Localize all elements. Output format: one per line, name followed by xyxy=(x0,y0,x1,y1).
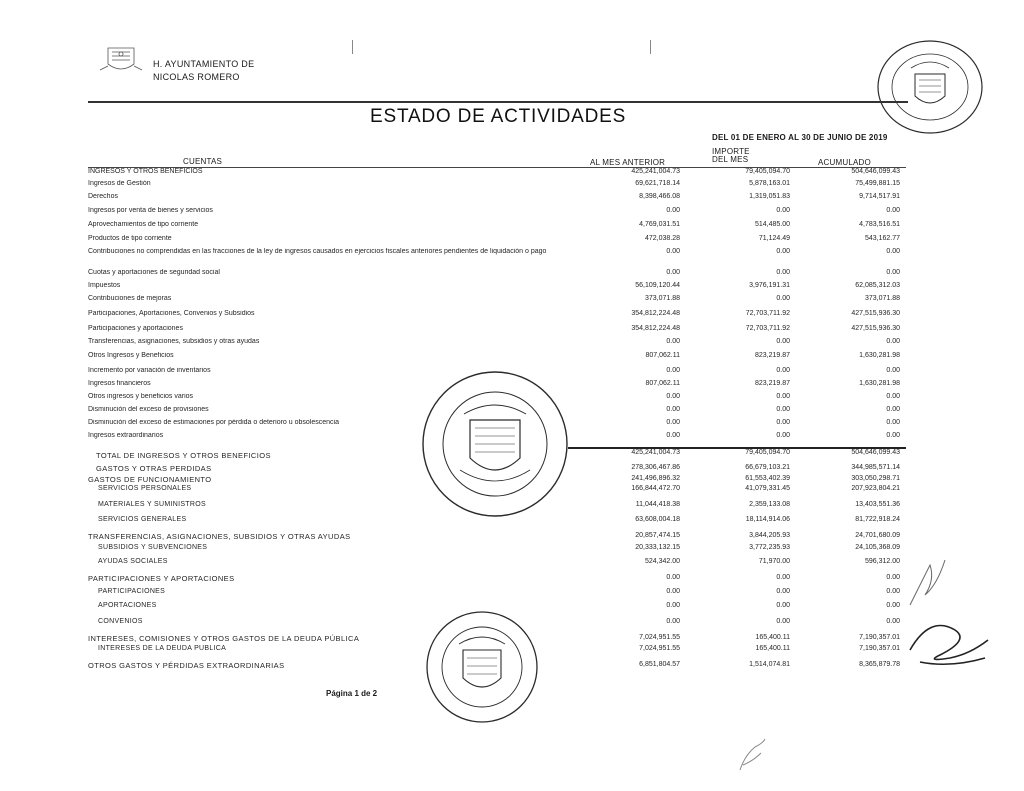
row-label: TOTAL DE INGRESOS Y OTROS BENEFICIOS xyxy=(96,451,271,460)
row-label: Otros ingresos y beneficios varios xyxy=(88,393,194,400)
cell-acum: 504,646,099.43 xyxy=(851,168,900,175)
table-row xyxy=(88,588,906,602)
row-label: Impuestos xyxy=(88,282,121,289)
row-label: Incremento por variación de inventarios xyxy=(88,367,211,374)
table-row xyxy=(88,168,906,180)
cell-acum: 24,105,368.09 xyxy=(855,544,900,551)
col-header-prev: AL MES ANTERIOR xyxy=(590,158,666,167)
cell-mes: 3,976,191.31 xyxy=(749,282,790,289)
cell-prev: 0.00 xyxy=(666,419,680,426)
cell-prev: 0.00 xyxy=(666,269,680,276)
table-row xyxy=(88,532,906,544)
row-label: Contribuciones no comprendidas en las fracciones de la ley de ingresos causados en ejercicios fiscales anteriores pendientes de liquidación o pago xyxy=(88,248,547,255)
cell-mes: 0.00 xyxy=(776,406,790,413)
row-label: INGRESOS Y OTROS BENEFICIOS xyxy=(88,168,203,175)
row-label: AYUDAS SOCIALES xyxy=(98,558,168,565)
table-row xyxy=(88,235,906,248)
row-label: Derechos xyxy=(88,193,118,200)
cell-mes: 0.00 xyxy=(776,419,790,426)
cell-mes: 41,079,331.45 xyxy=(745,485,790,492)
cell-prev: 69,621,718.14 xyxy=(635,180,680,187)
table-row xyxy=(88,558,906,574)
table-row xyxy=(88,221,906,235)
row-label: GASTOS DE FUNCIONAMIENTO xyxy=(88,475,212,484)
row-label: MATERIALES Y SUMINISTROS xyxy=(98,501,206,508)
treasury-seal-icon xyxy=(875,38,985,136)
cell-acum: 1,630,281.98 xyxy=(859,380,900,387)
municipal-seal-icon xyxy=(425,608,540,726)
cell-mes: 79,405,094.70 xyxy=(745,168,790,175)
table-row xyxy=(88,544,906,558)
cell-prev: 166,844,472.70 xyxy=(631,485,680,492)
cell-prev: 6,851,804.57 xyxy=(639,661,680,668)
row-label: Ingresos de Gestión xyxy=(88,180,151,187)
signature-icon xyxy=(900,610,995,670)
org-line-2: NICOLAS ROMERO xyxy=(153,72,240,82)
cell-acum: 0.00 xyxy=(886,602,900,609)
cell-acum: 0.00 xyxy=(886,367,900,374)
cell-mes: 0.00 xyxy=(776,432,790,439)
cell-mes: 0.00 xyxy=(776,248,790,255)
cell-mes: 72,703,711.92 xyxy=(745,310,790,317)
row-label: OTROS GASTOS Y PÉRDIDAS EXTRAORDINARIAS xyxy=(88,661,285,670)
cell-acum: 81,722,918.24 xyxy=(855,516,900,523)
page-title: ESTADO DE ACTIVIDADES xyxy=(370,106,627,127)
cell-acum: 543,162.77 xyxy=(864,235,900,242)
cell-mes: 823,219.87 xyxy=(754,380,790,387)
cell-acum: 0.00 xyxy=(886,574,900,581)
col-header-acum: ACUMULADO xyxy=(818,158,871,167)
cell-acum: 0.00 xyxy=(886,588,900,595)
cell-acum: 0.00 xyxy=(886,207,900,214)
cell-prev: 0.00 xyxy=(666,588,680,595)
row-label: Disminución del exceso de estimaciones por pérdida o deterioro u obsolescencia xyxy=(88,419,339,426)
row-label: Contribuciones de mejoras xyxy=(88,295,172,302)
table-row xyxy=(88,269,906,282)
row-label: INTERESES DE LA DEUDA PÚBLICA xyxy=(98,645,227,652)
col-header-mes-line1: IMPORTE xyxy=(712,147,750,156)
cell-mes: 514,485.00 xyxy=(754,221,790,228)
cell-prev: 0.00 xyxy=(666,432,680,439)
table-row xyxy=(88,295,906,310)
cell-mes: 0.00 xyxy=(776,618,790,625)
cell-mes: 71,970.00 xyxy=(758,558,790,565)
cell-mes: 3,772,235.93 xyxy=(749,544,790,551)
cell-acum: 7,190,357.01 xyxy=(859,645,900,652)
cell-acum: 9,714,517.91 xyxy=(859,193,900,200)
row-label: Ingresos financieros xyxy=(88,380,151,387)
cell-mes: 165,400.11 xyxy=(755,634,790,641)
cell-prev: 807,062.11 xyxy=(645,380,680,387)
cell-acum: 8,365,879.78 xyxy=(859,661,900,668)
cell-mes: 165,400.11 xyxy=(755,645,790,652)
cell-prev: 56,109,120.44 xyxy=(635,282,680,289)
cell-prev: 0.00 xyxy=(666,574,680,581)
cell-mes: 0.00 xyxy=(776,588,790,595)
report-period: DEL 01 DE ENERO AL 30 DE JUNIO DE 2019 xyxy=(712,133,888,142)
cell-prev: 425,241,004.73 xyxy=(568,448,686,464)
cell-prev: 425,241,004.73 xyxy=(631,168,680,175)
cell-prev: 0.00 xyxy=(666,248,680,255)
table-row xyxy=(88,325,906,338)
cell-prev: 20,857,474.15 xyxy=(635,532,680,539)
col-header-mes xyxy=(712,148,750,164)
cell-acum: 7,190,357.01 xyxy=(859,634,900,641)
cell-acum: 0.00 xyxy=(886,618,900,625)
cell-acum: 427,515,936.30 xyxy=(851,325,900,332)
cell-prev: 11,044,418.38 xyxy=(635,501,680,508)
cell-mes: 0.00 xyxy=(776,393,790,400)
row-label: Participaciones y aportaciones xyxy=(88,325,183,332)
row-label: GASTOS Y OTRAS PERDIDAS xyxy=(96,464,212,473)
cell-prev: 63,608,004.18 xyxy=(635,516,680,523)
row-label: PARTICIPACIONES Y APORTACIONES xyxy=(88,574,235,583)
cell-mes: 2,359,133.08 xyxy=(749,501,790,508)
cell-acum: 0.00 xyxy=(886,269,900,276)
row-label: Ingresos por venta de bienes y servicios xyxy=(88,207,213,214)
cell-acum: 427,515,936.30 xyxy=(851,310,900,317)
cell-acum: 207,923,804.21 xyxy=(851,485,900,492)
cell-acum: 13,403,551.36 xyxy=(855,501,900,508)
scan-mark xyxy=(352,40,353,54)
table-row xyxy=(88,310,906,325)
cell-acum: 24,701,680.09 xyxy=(855,532,900,539)
table-row xyxy=(88,248,906,269)
cell-mes: 0.00 xyxy=(776,367,790,374)
presidency-seal-icon xyxy=(420,370,570,518)
cell-mes: 79,405,094.70 xyxy=(686,448,796,464)
cell-prev: 472,038.28 xyxy=(644,235,680,242)
row-label: APORTACIONES xyxy=(98,602,157,609)
row-label: SERVICIOS GENERALES xyxy=(98,516,187,523)
org-line-1: H. AYUNTAMIENTO DE xyxy=(153,59,255,69)
row-label: SUBSIDIOS Y SUBVENCIONES xyxy=(98,544,208,551)
cell-mes: 823,219.87 xyxy=(754,352,790,359)
cell-prev: 373,071.88 xyxy=(644,295,680,302)
cell-mes: 5,878,163.01 xyxy=(749,180,790,187)
table-row xyxy=(88,516,906,532)
row-label: INTERESES, COMISIONES Y OTROS GASTOS DE LA DEUDA PÚBLICA xyxy=(88,634,360,643)
cell-acum: 303,050,298.71 xyxy=(851,475,900,482)
row-label: PARTICIPACIONES xyxy=(98,588,166,595)
cell-acum: 0.00 xyxy=(886,338,900,345)
table-row xyxy=(88,338,906,352)
page-number: Página 1 de 2 xyxy=(326,689,378,698)
cell-acum: 504,646,099.43 xyxy=(796,448,906,464)
cell-acum: 596,312.00 xyxy=(864,558,900,565)
cell-acum: 373,071.88 xyxy=(864,295,900,302)
row-label: Aprovechamientos de tipo corriente xyxy=(88,221,199,228)
cell-prev: 0.00 xyxy=(666,406,680,413)
header-rule xyxy=(88,101,908,103)
cell-prev: 278,306,467.86 xyxy=(631,464,680,471)
cell-mes: 1,514,074.81 xyxy=(749,661,790,668)
cell-acum: 4,783,516.51 xyxy=(859,221,900,228)
row-label: Disminución del exceso de provisiones xyxy=(88,406,209,413)
row-label: Participaciones, Aportaciones, Convenios y Subsidios xyxy=(88,310,255,317)
cell-prev: 0.00 xyxy=(666,393,680,400)
row-label: Otros Ingresos y Beneficios xyxy=(88,352,174,359)
table-row xyxy=(88,193,906,207)
cell-mes: 1,319,051.83 xyxy=(749,193,790,200)
cell-mes: 0.00 xyxy=(776,574,790,581)
cell-prev: 8,398,466.08 xyxy=(639,193,680,200)
cell-prev: 354,812,224.48 xyxy=(631,325,680,332)
cell-mes: 3,844,205.93 xyxy=(749,532,790,539)
cell-acum: 0.00 xyxy=(886,406,900,413)
col-header-mes-line2: DEL MES xyxy=(712,155,749,164)
scan-mark xyxy=(650,40,651,54)
table-row xyxy=(88,352,906,367)
initials-icon xyxy=(905,555,950,610)
cell-prev: 20,333,132.15 xyxy=(635,544,680,551)
cell-prev: 0.00 xyxy=(666,618,680,625)
cell-mes: 72,703,711.92 xyxy=(745,325,790,332)
cell-acum: 1,630,281.98 xyxy=(859,352,900,359)
cell-prev: 0.00 xyxy=(666,602,680,609)
row-label: Transferencias, asignaciones, subsidios y otras ayudas xyxy=(88,338,260,345)
cell-acum: 75,499,881.15 xyxy=(855,180,900,187)
cell-mes: 66,679,103.21 xyxy=(745,464,790,471)
table-row xyxy=(88,207,906,221)
cell-prev: 241,496,896.32 xyxy=(631,475,680,482)
cell-mes: 0.00 xyxy=(776,338,790,345)
cell-prev: 524,342.00 xyxy=(644,558,680,565)
cell-prev: 4,769,031.51 xyxy=(639,221,680,228)
cell-acum: 0.00 xyxy=(886,432,900,439)
cell-prev: 354,812,224.48 xyxy=(631,310,680,317)
row-label: Ingresos extraordinarios xyxy=(88,432,164,439)
cell-mes: 71,124.49 xyxy=(758,235,790,242)
cell-acum: 62,085,312.03 xyxy=(855,282,900,289)
row-label: Cuotas y aportaciones de seguridad social xyxy=(88,269,220,276)
col-header-cuentas: CUENTAS xyxy=(183,157,223,166)
cell-prev: 0.00 xyxy=(666,207,680,214)
cell-mes: 0.00 xyxy=(776,207,790,214)
cell-acum: 0.00 xyxy=(886,419,900,426)
cell-prev: 0.00 xyxy=(666,367,680,374)
cell-mes: 0.00 xyxy=(776,602,790,609)
cell-mes: 61,553,402.39 xyxy=(745,475,790,482)
initials-icon xyxy=(735,735,770,775)
cell-mes: 0.00 xyxy=(776,269,790,276)
cell-prev: 7,024,951.55 xyxy=(639,645,680,652)
cell-mes: 18,114,914.06 xyxy=(745,516,790,523)
coat-of-arms-icon xyxy=(98,44,144,76)
row-label: Productos de tipo corriente xyxy=(88,235,172,242)
cell-mes: 0.00 xyxy=(776,295,790,302)
table-row xyxy=(88,574,906,588)
row-label: CONVENIOS xyxy=(98,618,143,625)
row-label: TRANSFERENCIAS, ASIGNACIONES, SUBSIDIOS Y OTRAS AYUDAS xyxy=(88,532,351,541)
cell-acum: 344,985,571.14 xyxy=(851,464,900,471)
cell-acum: 0.00 xyxy=(886,393,900,400)
cell-prev: 7,024,951.55 xyxy=(639,634,680,641)
table-row xyxy=(88,180,906,193)
cell-prev: 807,062.11 xyxy=(645,352,680,359)
table-row xyxy=(88,282,906,295)
cell-prev: 0.00 xyxy=(666,338,680,345)
cell-acum: 0.00 xyxy=(886,248,900,255)
row-label: SERVICIOS PERSONALES xyxy=(98,485,192,492)
